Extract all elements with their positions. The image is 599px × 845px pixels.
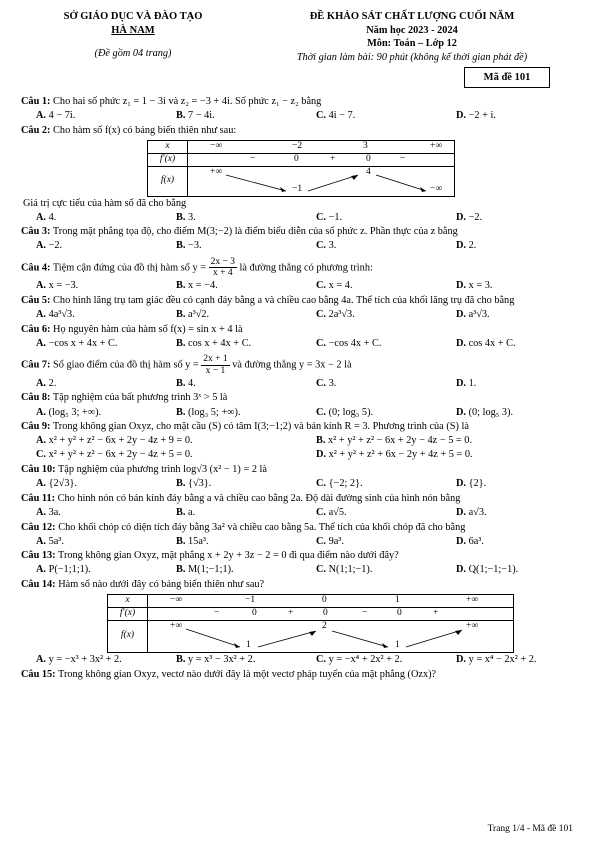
option[interactable]: A. 3a. [36, 506, 61, 518]
page-footer: Trang 1/4 - Mã đề 101 [487, 824, 573, 834]
options-14 [21, 654, 581, 667]
question-9: Câu 9: Trong không gian Oxyz, cho mặt cầu (S) có tâm I(3;−1;2) và bán kính R = 3. Phương trình của (S) là [21, 421, 469, 433]
question-10: Câu 10: Tập nghiệm của phương trình log√3 (x² − 1) = 2 là [21, 464, 267, 476]
option[interactable]: C. −cos 4x + C. [316, 337, 382, 349]
question-12: Câu 12: Cho khối chóp có diện tích đáy bằng 3a² và chiều cao bằng 5a. Thể tích của khối chóp đã cho bằng [21, 521, 466, 533]
option[interactable]: B. x² + y² + z² − 6x + 2y − 4z − 5 = 0. [316, 435, 473, 447]
exam-title: ĐỀ KHẢO SÁT CHẤT LƯỢNG CUỐI NĂM [309, 11, 515, 22]
question-5: Câu 5: Cho hình lăng trụ tam giác đều có cạnh đáy bằng a và chiều cao bằng 4a. Thể tích của khối lăng trụ đã cho bằng [21, 295, 515, 306]
question-7: Câu 7: Số giao điểm của đồ thị hàm số y = $\frac{2x + 1}{x - 1}$ và đường thẳng y = 3x − 2 là [21, 354, 352, 376]
option[interactable]: C. 2a³√3. [316, 309, 355, 321]
option[interactable]: A. 4. [36, 211, 57, 223]
option[interactable]: A. 5a³. [36, 535, 64, 547]
option[interactable]: A. 2. [36, 377, 57, 389]
option[interactable]: C. 3. [316, 240, 337, 252]
option[interactable]: B. cos x + 4x + C. [176, 337, 252, 349]
option[interactable]: C. x² + y² + z² − 6x + 2y − 4z + 5 = 0. [36, 449, 193, 461]
option[interactable]: D. −2. [456, 211, 483, 223]
option[interactable]: B. −3. [176, 240, 202, 252]
school-year: Năm học 2023 - 2024 [366, 24, 458, 36]
province-name: HÀ NAM [111, 24, 155, 36]
options-1 [21, 110, 581, 123]
variation-table-q2: x −∞ −2 3 +∞ f′(x) − 0 + 0 − f(x) +∞ −1 4 −∞ [147, 140, 455, 197]
question-2: Câu 2: Cho hàm số f(x) có bảng biến thiên như sau: [21, 124, 237, 136]
option[interactable]: B. a³√2. [176, 309, 210, 321]
option[interactable]: C. y = −x⁴ + 2x² + 2. [316, 654, 403, 666]
subject: Môn: Toán – Lớp 12 [367, 38, 457, 50]
question-6: Câu 6: Họ nguyên hàm của hàm số f(x) = sin x + 4 là [21, 323, 243, 335]
options-7 [21, 378, 581, 391]
option[interactable]: B. 3. [176, 211, 196, 223]
option[interactable]: A. {2√3}. [36, 478, 78, 490]
option[interactable]: A. P(−1;1;1). [36, 564, 91, 576]
question-8: Câu 8: Tập nghiệm của bất phương trình 3ˣ > 5 là [21, 392, 228, 404]
fraction: $\frac{2x + 1}{x - 1}$ [203, 354, 228, 376]
question-4: Câu 4: Tiệm cận đứng của đồ thị hàm số y = $\frac{2x - 3}{x + 4}$ là đường thẳng có phương trình: [21, 256, 373, 279]
option[interactable]: C. −1. [316, 211, 343, 223]
option[interactable]: B. 15a³. [176, 535, 209, 547]
options-12 [21, 536, 581, 549]
option[interactable]: A. x = −3. [36, 280, 79, 292]
option[interactable]: B. {√3}. [176, 478, 212, 490]
options-9a [21, 435, 581, 448]
option[interactable]: D. x² + y² + z² + 6x − 2y + 4z + 5 = 0. [316, 449, 473, 461]
option[interactable]: D. 2. [456, 240, 477, 252]
option[interactable]: D. Q(1;−1;−1). [456, 564, 519, 576]
option[interactable]: D. 1. [456, 377, 477, 389]
option[interactable]: C. {−2; 2}. [316, 478, 363, 490]
option[interactable]: D. y = x⁴ − 2x² + 2. [456, 654, 537, 666]
option[interactable]: D. −2 + i. [456, 110, 496, 122]
question-14: Câu 14: Hàm số nào dưới đây có bảng biến thiên như sau? [21, 579, 265, 591]
time-note: Thời gian làm bài: 90 phút (không kể thời gian phát đề) [296, 51, 528, 63]
option[interactable]: A. y = −x³ + 3x² + 2. [36, 654, 122, 666]
question-15: Câu 15: Trong không gian Oxyz, vectơ nào dưới đây là một vectơ pháp tuyến của mặt phẳng (Ozx)? [21, 669, 437, 680]
options-8 [21, 407, 581, 420]
options-4 [21, 280, 581, 293]
option[interactable]: B. M(1;−1;1). [176, 564, 234, 576]
option[interactable]: C. N(1;1;−1). [316, 564, 373, 576]
options-3 [21, 240, 581, 253]
option[interactable]: C. 9a³. [316, 535, 344, 547]
option[interactable]: D. cos 4x + C. [456, 337, 516, 349]
option[interactable]: C. a√5. [316, 506, 347, 518]
option[interactable]: A. 4 − 7i. [36, 110, 76, 122]
variation-arrows [148, 621, 514, 653]
option[interactable]: C. 4i − 7. [316, 110, 356, 122]
option[interactable]: A. −2. [36, 240, 63, 252]
option[interactable]: C. x = 4. [316, 280, 353, 292]
option[interactable]: A. (log₅ 3; +∞). [36, 406, 102, 418]
question-13: Câu 13: Trong không gian Oxyz, mặt phẳng x + 2y + 3z − 2 = 0 đi qua điểm nào dưới đây? [21, 550, 399, 562]
option[interactable]: A. −cos x + 4x + C. [36, 337, 118, 349]
options-5 [21, 309, 581, 322]
option[interactable]: D. x = 3. [456, 280, 493, 292]
option[interactable]: A. x² + y² + z² − 6x + 2y − 4z + 9 = 0. [36, 435, 193, 447]
option[interactable]: C. (0; log₃ 5). [316, 406, 374, 418]
question-2-stem: Giá trị cực tiểu của hàm số đã cho bằng [23, 197, 187, 209]
question-11: Câu 11: Cho hình nón có bán kính đáy bằng a và chiều cao bằng 2a. Độ dài đường sinh của hình nón bằng [21, 492, 461, 504]
question-1: Câu 1: Cho hai số phức z₁ = 1 − 3i và z₂ = −3 + 4i. Số phức z₁ − z₂ bằng [21, 96, 322, 108]
options-9b [21, 449, 581, 462]
options-2 [21, 212, 581, 225]
option[interactable]: B. y = x³ − 3x² + 2. [176, 654, 256, 666]
options-10 [21, 478, 581, 491]
option[interactable]: B. x = −4. [176, 280, 218, 292]
header-left [38, 11, 228, 60]
option[interactable]: D. a³√3. [456, 309, 490, 321]
option[interactable]: B. a. [176, 506, 196, 518]
option[interactable]: C. 3. [316, 377, 337, 389]
dept-name: SỞ GIÁO DỤC VÀ ĐÀO TẠO [63, 11, 203, 22]
option[interactable]: A. 4a³√3. [36, 309, 75, 321]
options-6 [21, 338, 581, 351]
pages-note: (Đề gồm 04 trang) [94, 47, 172, 59]
option[interactable]: D. {2}. [456, 478, 487, 490]
option[interactable]: D. (0; log₅ 3). [456, 406, 514, 418]
variation-arrows [188, 167, 455, 197]
options-11 [21, 507, 581, 520]
options-13 [21, 564, 581, 577]
question-3: Câu 3: Trong mặt phẳng tọa độ, cho điểm M(3;−2) là điểm biểu diễn của số phức z. Phần thực của z bằng [21, 226, 458, 238]
question-list [21, 94, 581, 682]
fraction: $\frac{2x - 3}{x + 4}$ [210, 256, 235, 279]
exam-code-box: Mã đề 101 [464, 67, 550, 88]
option[interactable]: B. (log₃ 5; +∞). [176, 406, 241, 418]
header-right [262, 11, 562, 64]
option[interactable]: B. 7 − 4i. [176, 110, 215, 122]
variation-table-q14: x −∞ −1 0 1 +∞ f′(x) − 0 + 0 − 0 + f(x) +∞ 1 2 1 +∞ [107, 594, 514, 653]
option[interactable]: B. 4. [176, 377, 196, 389]
option[interactable]: D. 6a³. [456, 535, 484, 547]
option[interactable]: D. a√3. [456, 506, 487, 518]
